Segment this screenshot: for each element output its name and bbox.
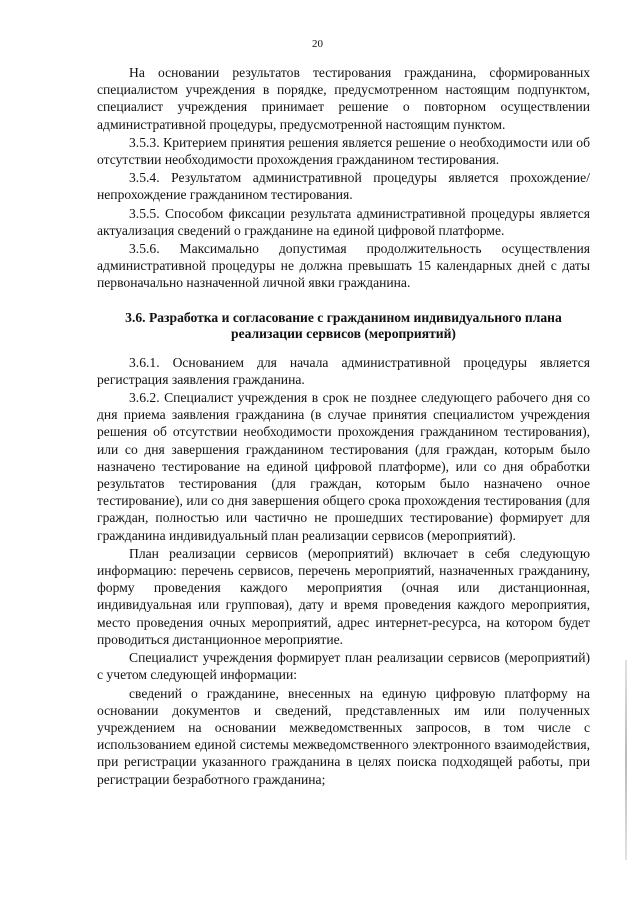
paragraph-3-5-5: 3.5.5. Способом фиксации результата административной процедуры является актуализация сведений о гражданине на единой цифровой платформе. (97, 205, 590, 238)
paragraph-retest-decision: На основании результатов тестирования гражданина, сформированных специалистом учреждения в порядке, предусмотренном настоящим подпунктом, специалист учреждения принимает решение о повторном осуществлении административной процедуры, предусмотренной настоящим пунктом. (97, 65, 590, 132)
paragraph-3-6-1: 3.6.1. Основанием для начала административной процедуры является регистрация заявления гражданина. (97, 354, 590, 387)
paragraph-3-6-2: 3.6.2. Специалист учреждения в срок не позднее следующего рабочего дня со дня приема заявления гражданина (в случае принятия специалистом учреждения решения об отсутствии необходимости прохождения гражданином тестирования), или со дня завершения гражданином тестирования (для граждан, которым было назначено тестирование на единой цифровой платформе), или со дня обработки результатов тестирования (для граждан, которым было назначено очное тестирование), или со дня завершения общего срока прохождения тестирования (для граждан, полностью или частично не прошедших тестирование) формирует для гражданина индивидуальный план реализации сервисов (мероприятий). (97, 390, 590, 543)
paragraph-plan-formation: Специалист учреждения формирует план реализации сервисов (мероприятий) с учетом следующей информации: (97, 650, 590, 683)
document-body (97, 64, 590, 788)
paragraph-plan-contents: План реализации сервисов (мероприятий) включает в себя следующую информацию: перечень сервисов, перечень мероприятий, назначенных гражданину, форму проведения каждого мероприятия (очная или дистанционная, индивидуальная или групповая), дату и время проведения каждого мероприятия, место проведения очных мероприятий, адрес интернет-ресурса, на котором будет проводиться дистанционное мероприятие. (97, 545, 590, 647)
paragraph-3-5-4: 3.5.4. Результатом административной процедуры является прохождение/непрохождение гражданином тестирования. (97, 170, 590, 203)
paragraph-3-5-6: 3.5.6. Максимально допустимая продолжительность осуществления административной процедуры не должна превышать 15 календарных дней с даты первоначально назначенной личной явки гражданина. (97, 241, 590, 291)
page-number: 20 (312, 38, 323, 50)
paragraph-citizen-info: сведений о гражданине, внесенных на единую цифровую платформу на основании документов и сведений, представленных им или полученных учреждением на основании межведомственных запросов, в том числе с использованием единой системы межведомственного электронного взаимодействия, при регистрации указанного гражданина в целях поиска подходящей работы, при регистрации безработного гражданина; (97, 685, 590, 787)
scan-edge-mark (625, 660, 627, 860)
paragraph-3-5-3: 3.5.3. Критерием принятия решения является решение о необходимости или об отсутствии необходимости прохождения гражданином тестирования. (97, 134, 590, 168)
section-heading-3-6: 3.6. Разработка и согласование с гражданином индивидуального плана реализации сервисов (мероприятий) (125, 309, 562, 341)
